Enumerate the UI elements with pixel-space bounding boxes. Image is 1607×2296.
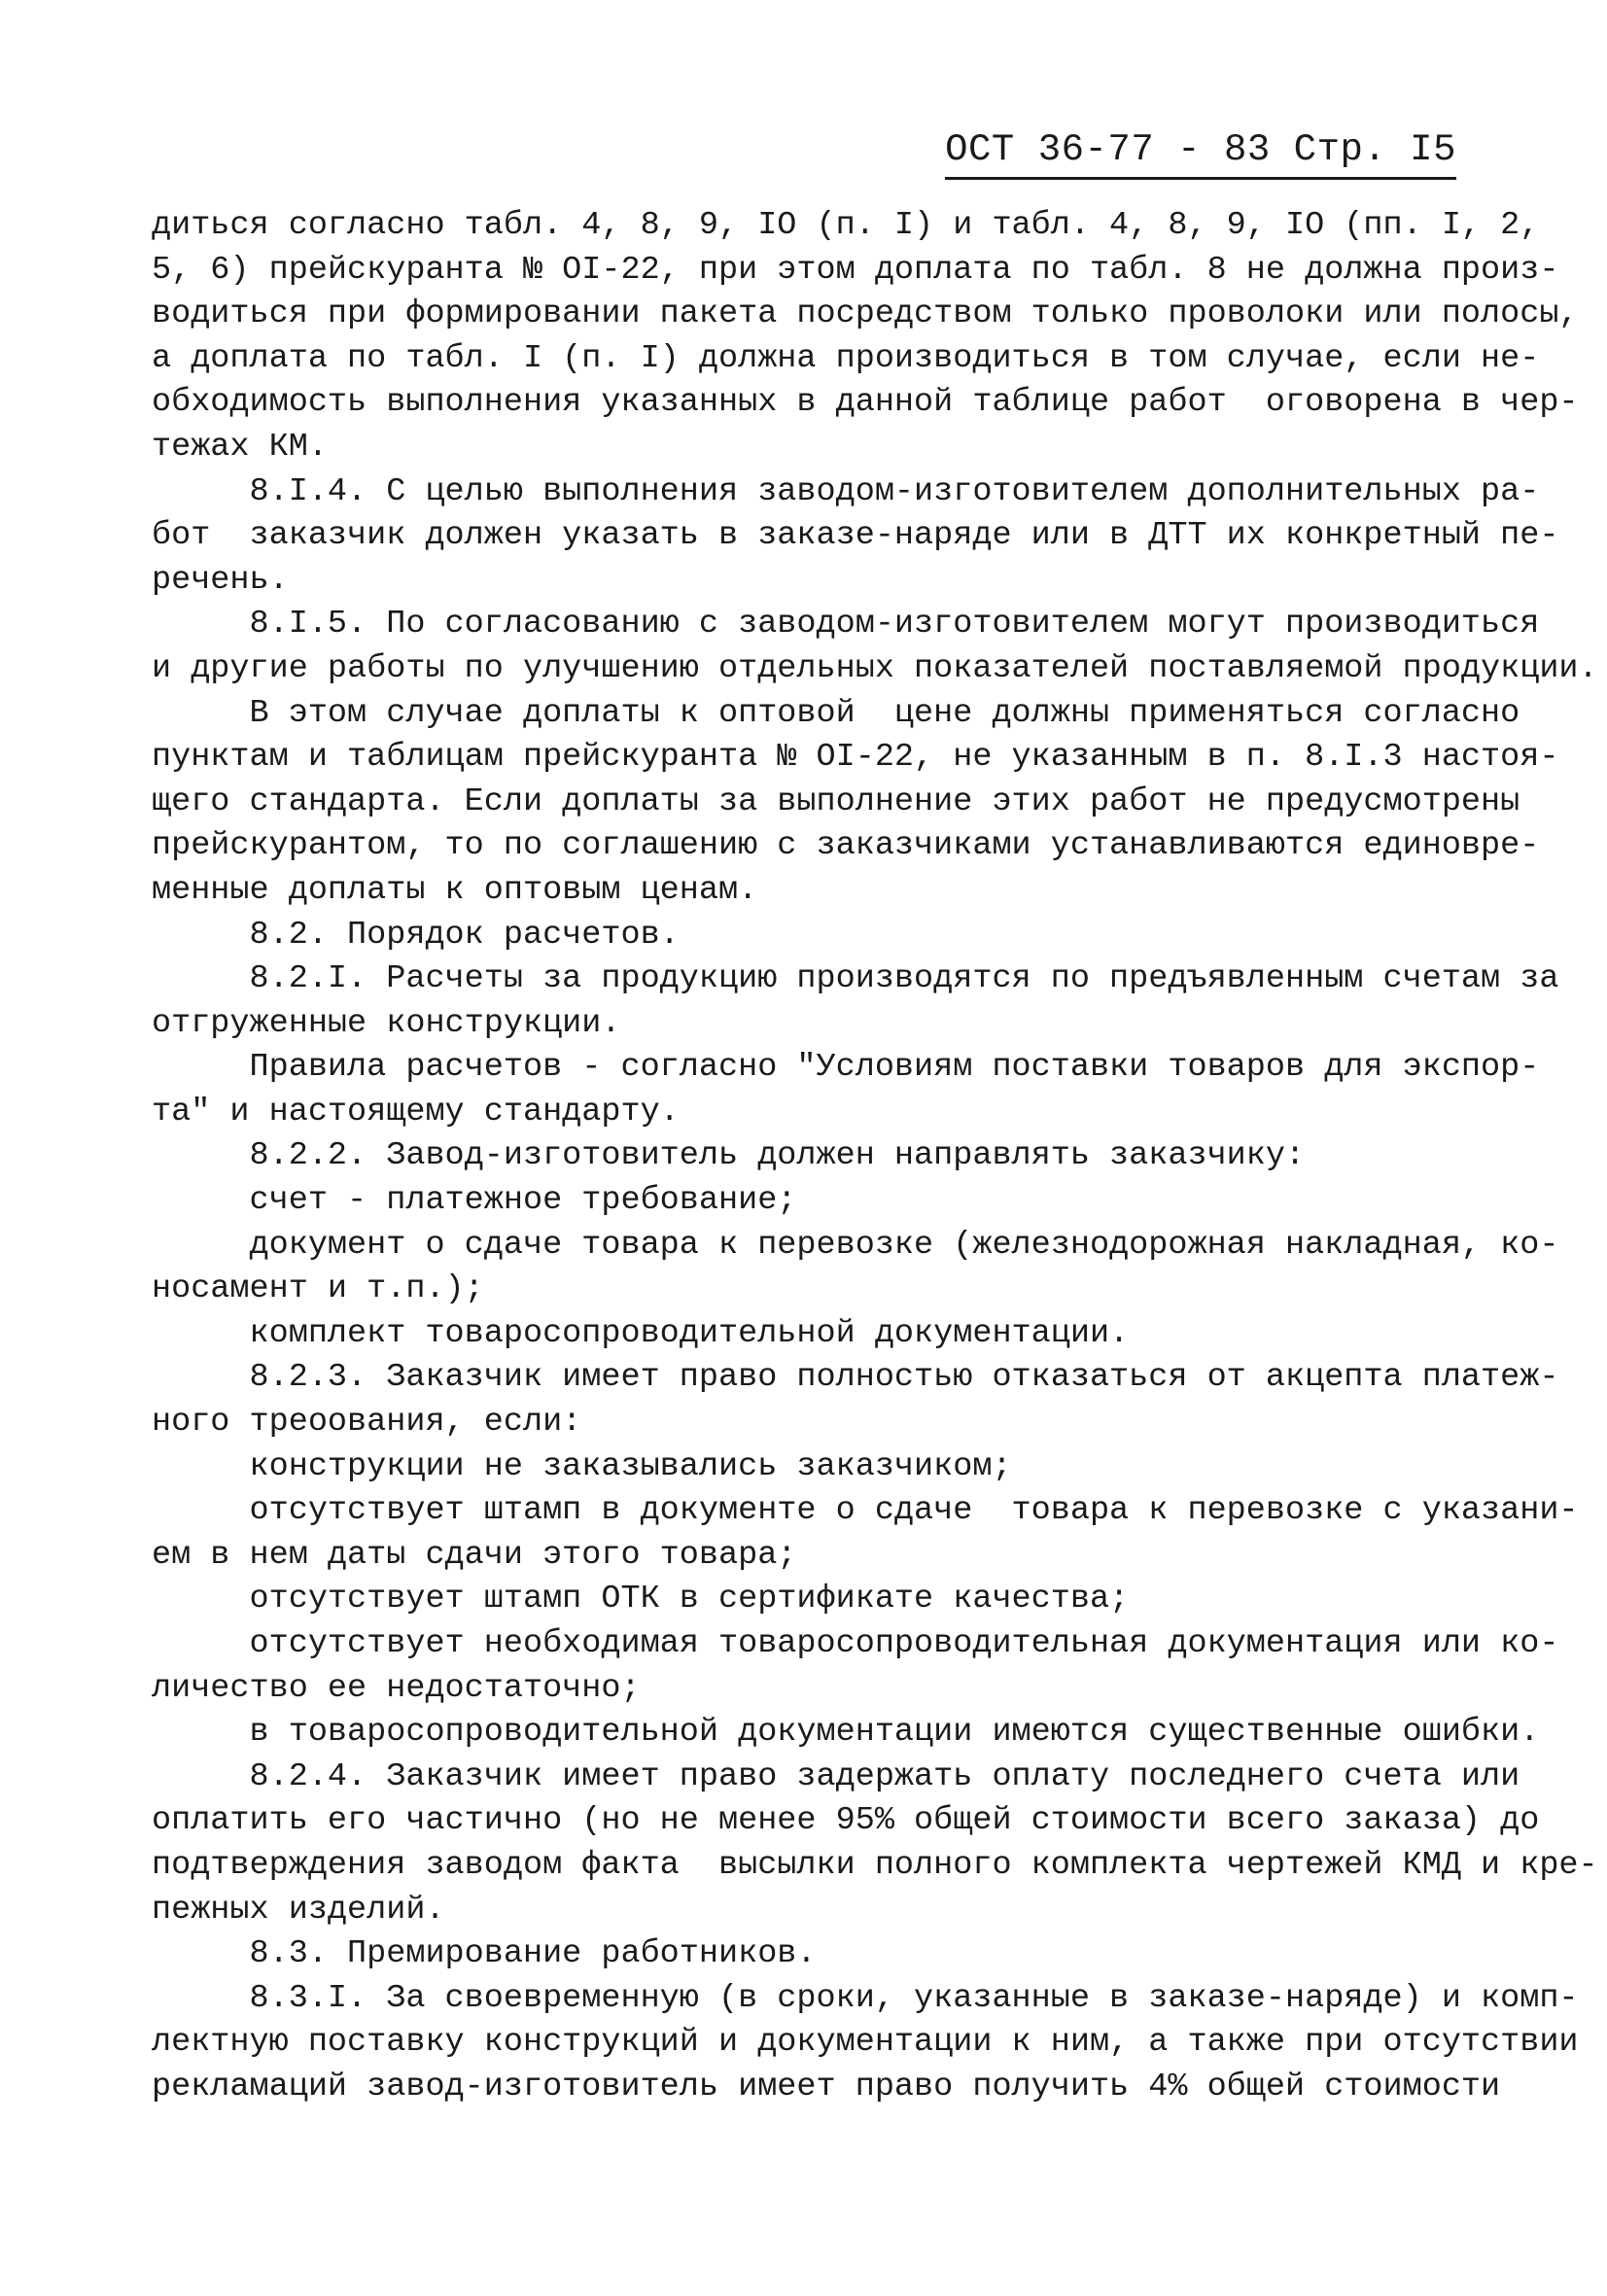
document-body xyxy=(152,204,1598,2110)
text-line: отгруженные конструкции. xyxy=(152,1004,621,1042)
text-line: отсутствует необходимая товаросопроводительная документация или ко- xyxy=(152,1625,1559,1662)
text-line: 8.I.4. С целью выполнения заводом-изготовителем дополнительных ра- xyxy=(152,472,1540,510)
text-line: отсутствует штамп ОТК в сертификате качества; xyxy=(152,1581,1130,1618)
text-line: лектную поставку конструкций и документации к ним, а также при отсутствии xyxy=(152,2024,1579,2062)
text-line: пежных изделий. xyxy=(152,1891,445,1929)
text-line: комплект товаросопроводительной документации. xyxy=(152,1314,1130,1352)
text-line: рекламаций завод-изготовитель имеет право получить 4% общей стоимости xyxy=(152,2068,1501,2105)
text-line: счет - платежное требование; xyxy=(152,1182,797,1220)
text-line: менные доплаты к оптовым ценам. xyxy=(152,871,758,909)
text-line: 8.2. Порядок расчетов. xyxy=(152,916,680,954)
text-line: обходимость выполнения указанных в данной таблице работ оговорена в чер- xyxy=(152,384,1579,422)
text-line: диться согласно табл. 4, 8, 9, IO (п. I) и табл. 4, 8, 9, IO (пп. I, 2, xyxy=(152,207,1540,244)
text-line: подтверждения заводом факта высылки полного комплекта чертежей КМД и кре- xyxy=(152,1846,1598,1884)
text-line: документ о сдаче товара к перевозке (железнодорожная накладная, ко- xyxy=(152,1226,1559,1264)
text-line: та" и настоящему стандарту. xyxy=(152,1093,680,1131)
text-line: 8.3.I. За своевременную (в сроки, указанные в заказе-наряде) и комп- xyxy=(152,1979,1579,2017)
text-line: щего стандарта. Если доплаты за выполнение этих работ не предусмотрены xyxy=(152,783,1520,820)
text-line: прейскурантом, то по соглашению с заказчиками устанавливаются единовре- xyxy=(152,827,1540,865)
text-line: водиться при формировании пакета посредством только проволоки или полосы, xyxy=(152,296,1579,333)
text-line: отсутствует штамп в документе о сдаче товара к перевозке с указани- xyxy=(152,1492,1579,1530)
text-line: речень. xyxy=(152,561,289,599)
text-line: В этом случае доплаты к оптовой цене должны применяться согласно xyxy=(152,694,1520,732)
text-line: 8.2.3. Заказчик имеет право полностью отказаться от акцепта платеж- xyxy=(152,1359,1559,1397)
page-header: ОСТ 36-77 - 83 Стр. I5 xyxy=(945,128,1456,180)
text-line: оплатить его частично (но не менее 95% общей стоимости всего заказа) до xyxy=(152,1802,1540,1840)
text-line: бот заказчик должен указать в заказе-наряде или в ДТТ их конкретный пе- xyxy=(152,517,1559,555)
text-line: 8.2.I. Расчеты за продукцию производятся по предъявленным счетам за xyxy=(152,960,1559,998)
text-line: тежах КМ. xyxy=(152,428,328,466)
text-line: и другие работы по улучшению отдельных показателей поставляемой продукции. xyxy=(152,649,1598,687)
text-line: 8.2.4. Заказчик имеет право задержать оплату последнего счета или xyxy=(152,1757,1520,1795)
text-line: ного треоования, если: xyxy=(152,1404,582,1442)
text-line: ем в нем даты сдачи этого товара; xyxy=(152,1536,797,1574)
text-line: а доплата по табл. I (п. I) должна производиться в том случае, если не- xyxy=(152,339,1540,377)
text-line: 5, 6) прейскуранта № OI-22, при этом доплата по табл. 8 не должна произ- xyxy=(152,251,1559,289)
text-line: 8.2.2. Завод-изготовитель должен направлять заказчику: xyxy=(152,1137,1306,1175)
text-line: в товаросопроводительной документации имеются существенные ошибки. xyxy=(152,1714,1540,1752)
text-line: 8.3. Премирование работников. xyxy=(152,1935,817,1973)
text-line: носамент и т.п.); xyxy=(152,1270,484,1308)
text-line: личество ее недостаточно; xyxy=(152,1669,641,1707)
text-line: пунктам и таблицам прейскуранта № OI-22, не указанным в п. 8.I.3 настоя- xyxy=(152,739,1559,777)
text-line: конструкции не заказывались заказчиком; xyxy=(152,1447,1012,1485)
text-line: Правила расчетов - согласно "Условиям поставки товаров для экспор- xyxy=(152,1049,1540,1087)
text-line: 8.I.5. По согласованию с заводом-изготовителем могут производиться xyxy=(152,606,1540,644)
